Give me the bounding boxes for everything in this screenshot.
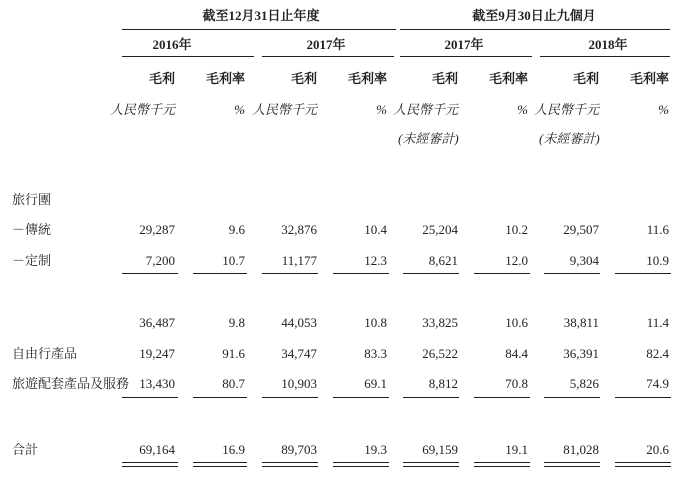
cell-ancillary-gp-2016: 13,430 xyxy=(139,376,175,391)
total-double-rule xyxy=(615,462,671,463)
cell-traditional-gpm-2016: 9.6 xyxy=(228,222,245,237)
cell-total-gp-2017: 89,703 xyxy=(281,442,317,457)
unit-percent: % xyxy=(376,102,387,117)
col-header-gross-margin: 毛利率 xyxy=(629,71,669,86)
total-rule-top xyxy=(544,397,600,398)
total-double-rule xyxy=(403,462,459,463)
total-double-rule xyxy=(544,462,600,463)
year-rule-2017-annual xyxy=(262,56,394,57)
total-rule-top xyxy=(122,397,178,398)
col-header-gross-margin: 毛利率 xyxy=(488,71,528,86)
year-header-2018: 2018年 xyxy=(588,37,628,52)
cell-subtotal-gpm-2017-9m: 10.6 xyxy=(505,315,528,330)
col-header-gross-profit: 毛利 xyxy=(290,71,317,86)
year-header-2017-nine-months: 2017年 xyxy=(444,37,484,52)
cell-total-gp-2017-9m: 69,159 xyxy=(422,442,458,457)
cell-custom-gp-2017: 11,177 xyxy=(281,253,317,268)
cell-total-gpm-2017: 19.3 xyxy=(364,442,387,457)
cell-subtotal-gpm-2017: 10.8 xyxy=(364,315,387,330)
cell-custom-gp-2016: 7,200 xyxy=(145,253,175,268)
total-double-rule xyxy=(403,466,459,467)
total-double-rule xyxy=(193,466,247,467)
total-rule-top xyxy=(474,397,530,398)
unit-rmb-thousand: 人民幣千元 xyxy=(109,102,175,117)
cell-subtotal-gpm-2016: 9.8 xyxy=(228,315,245,330)
total-double-rule xyxy=(333,466,389,467)
cell-custom-gpm-2016: 10.7 xyxy=(222,253,245,268)
unit-rmb-thousand: 人民幣千元 xyxy=(392,102,458,117)
row-label-self-guided: 自由行產品 xyxy=(12,346,78,361)
cell-custom-gpm-2017-9m: 12.0 xyxy=(505,253,528,268)
total-double-rule xyxy=(262,466,318,467)
cell-traditional-gp-2016: 29,287 xyxy=(139,222,175,237)
total-double-rule xyxy=(474,466,530,467)
total-double-rule xyxy=(615,466,671,467)
cell-ancillary-gp-2018-9m: 5,826 xyxy=(569,376,599,391)
cell-ancillary-gp-2017: 10,903 xyxy=(281,376,317,391)
subtotal-rule xyxy=(403,273,459,274)
cell-subtotal-gp-2018-9m: 38,811 xyxy=(563,315,599,330)
cell-self-guided-gp-2016: 19,247 xyxy=(139,346,175,361)
subtotal-rule xyxy=(262,273,318,274)
group-header-year-ended: 截至12月31日止年度 xyxy=(202,8,320,23)
total-rule-top xyxy=(333,397,389,398)
row-label-total: 合計 xyxy=(12,442,39,457)
unit-percent: % xyxy=(658,102,669,117)
subtotal-rule xyxy=(615,273,671,274)
unit-rmb-thousand: 人民幣千元 xyxy=(533,102,599,117)
cell-ancillary-gpm-2017: 69.1 xyxy=(364,376,387,391)
total-double-rule xyxy=(544,466,600,467)
cell-self-guided-gp-2017-9m: 26,522 xyxy=(422,346,458,361)
unit-rmb-thousand: 人民幣千元 xyxy=(251,102,317,117)
total-rule-top xyxy=(193,397,247,398)
col-header-gross-profit: 毛利 xyxy=(431,71,458,86)
cell-custom-gpm-2018-9m: 10.9 xyxy=(646,253,669,268)
year-header-2016: 2016年 xyxy=(152,37,192,52)
cell-subtotal-gp-2017-9m: 33,825 xyxy=(422,315,458,330)
total-double-rule xyxy=(122,466,178,467)
cell-total-gp-2016: 69,164 xyxy=(139,442,175,457)
row-label-ancillary: 旅遊配套產品及服務 xyxy=(12,376,130,391)
year-rule-2018 xyxy=(540,56,670,57)
subtotal-rule xyxy=(544,273,600,274)
group-header-nine-months: 截至9月30日止九個月 xyxy=(472,8,596,23)
group-rule-left xyxy=(122,29,396,30)
year-rule-2017-nine-months xyxy=(400,56,532,57)
group-rule-right xyxy=(400,29,670,30)
year-header-2017-annual: 2017年 xyxy=(306,37,346,52)
unit-percent: % xyxy=(234,102,245,117)
cell-self-guided-gpm-2016: 91.6 xyxy=(222,346,245,361)
cell-traditional-gpm-2017: 10.4 xyxy=(364,222,387,237)
subtotal-rule xyxy=(333,273,389,274)
cell-total-gpm-2016: 16.9 xyxy=(222,442,245,457)
cell-self-guided-gpm-2017-9m: 84.4 xyxy=(505,346,528,361)
cell-traditional-gp-2018-9m: 29,507 xyxy=(563,222,599,237)
subtotal-rule xyxy=(122,273,178,274)
row-label-traditional: －傳統 xyxy=(12,222,52,237)
cell-total-gpm-2017-9m: 19.1 xyxy=(505,442,528,457)
total-double-rule xyxy=(193,462,247,463)
total-rule-top xyxy=(403,397,459,398)
total-double-rule xyxy=(474,462,530,463)
unit-percent: % xyxy=(517,102,528,117)
cell-subtotal-gp-2016: 36,487 xyxy=(139,315,175,330)
cell-subtotal-gp-2017: 44,053 xyxy=(281,315,317,330)
year-rule-2016 xyxy=(122,56,254,57)
cell-self-guided-gp-2018-9m: 36,391 xyxy=(563,346,599,361)
total-rule-top xyxy=(615,397,671,398)
cell-self-guided-gp-2017: 34,747 xyxy=(281,346,317,361)
cell-ancillary-gpm-2017-9m: 70.8 xyxy=(505,376,528,391)
cell-total-gp-2018-9m: 81,028 xyxy=(563,442,599,457)
cell-ancillary-gpm-2016: 80.7 xyxy=(222,376,245,391)
col-header-gross-profit: 毛利 xyxy=(148,71,175,86)
cell-self-guided-gpm-2018-9m: 82.4 xyxy=(646,346,669,361)
total-double-rule xyxy=(262,462,318,463)
unaudited-note-2017: (未經審計) xyxy=(398,131,459,146)
cell-ancillary-gpm-2018-9m: 74.9 xyxy=(646,376,669,391)
cell-custom-gp-2017-9m: 8,621 xyxy=(428,253,458,268)
col-header-gross-margin: 毛利率 xyxy=(205,71,245,86)
cell-custom-gp-2018-9m: 9,304 xyxy=(569,253,599,268)
col-header-gross-margin: 毛利率 xyxy=(347,71,387,86)
cell-traditional-gpm-2017-9m: 10.2 xyxy=(505,222,528,237)
cell-total-gpm-2018-9m: 20.6 xyxy=(646,442,669,457)
row-label-tour-group: 旅行團 xyxy=(12,192,52,207)
col-header-gross-profit: 毛利 xyxy=(572,71,599,86)
cell-subtotal-gpm-2018-9m: 11.4 xyxy=(646,315,669,330)
total-rule-top xyxy=(262,397,318,398)
subtotal-rule xyxy=(474,273,530,274)
row-label-custom: －定制 xyxy=(12,253,52,268)
subtotal-rule xyxy=(193,273,247,274)
cell-traditional-gp-2017-9m: 25,204 xyxy=(422,222,458,237)
total-double-rule xyxy=(122,462,178,463)
cell-traditional-gpm-2018-9m: 11.6 xyxy=(646,222,669,237)
cell-custom-gpm-2017: 12.3 xyxy=(364,253,387,268)
total-double-rule xyxy=(333,462,389,463)
cell-ancillary-gp-2017-9m: 8,812 xyxy=(428,376,458,391)
unaudited-note-2018: (未經審計) xyxy=(539,131,600,146)
cell-traditional-gp-2017: 32,876 xyxy=(281,222,317,237)
cell-self-guided-gpm-2017: 83.3 xyxy=(364,346,387,361)
